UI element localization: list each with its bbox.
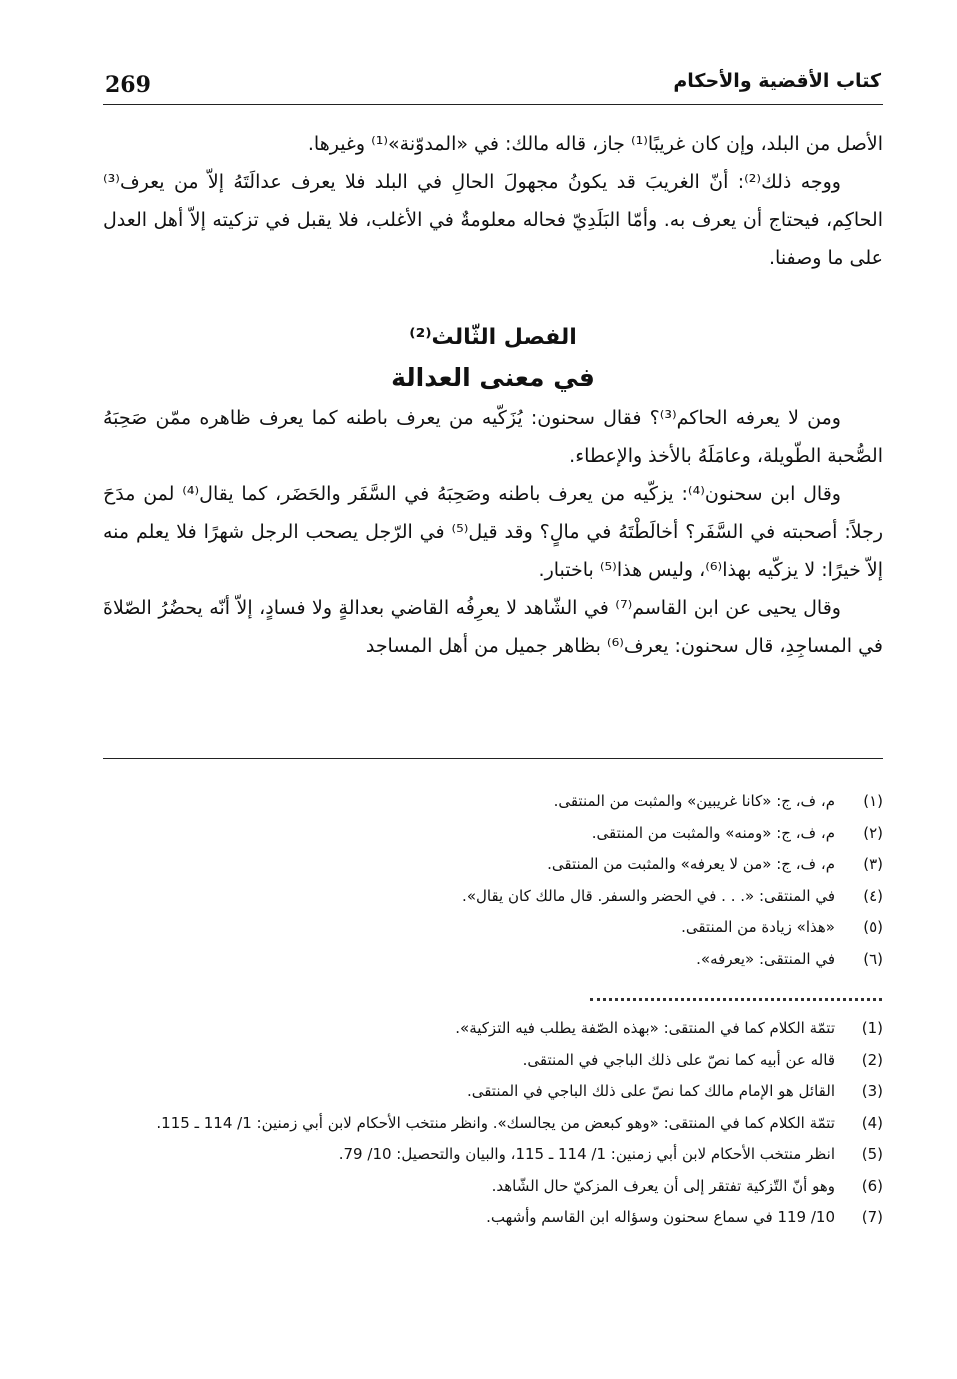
footnote-text: 10/ 119 في سماع سحنون وسؤاله ابن القاسم وأشهب. (486, 1208, 835, 1226)
footnote-number: (1) (861, 1019, 883, 1037)
dotted-footnote-divider (590, 998, 882, 1001)
footnote-number: (٥) (863, 918, 883, 936)
footnote-number: (7) (861, 1208, 883, 1226)
chapter-title: الفصل الثّالث⁽²⁾ (409, 325, 577, 350)
footnote-number: (٢) (863, 823, 883, 842)
footnote-number: (٤) (863, 886, 883, 905)
running-title: كتاب الأقضية والأحكام (673, 70, 881, 92)
paragraph-4: وقال ابن سحنون⁽⁴⁾: يزكّيه من يعرف باطنه وصَحِبَهُ في السَّفَر والحَضَر، كما يقال⁽⁴⁾ لمن مدَحَ رجلاً: أصحبته في السَّفَر؟ أخالَطْتَهُ في مالٍ؟ وقد قيل⁽⁵⁾ في الرّجل يصحب الرجل شهرًا فلا يعلم منه إلاّ خيرًا: لا يزكّيه بهذا⁽⁶⁾، وليس هذا⁽⁵⁾ باختبار. (103, 483, 883, 581)
footnote-text: م، ف، ج: «كانا غريبين» والمثبت من المنتقى. (553, 792, 835, 810)
footnote-number: (4) (861, 1113, 883, 1132)
footnote-item (103, 1076, 883, 1108)
footnote-text: تتمّة الكلام كما في المنتقى: «وهو كبعض من يجالسك». وانظر منتخب الأحكام لابن أبي زمنين: 1/ 114 ـ 115. (156, 1113, 835, 1132)
footnote-item (103, 912, 883, 944)
footnote-number: (5) (861, 1145, 883, 1163)
footnote-item (103, 1108, 883, 1140)
footnote-text: م، ف، ج: «من لا يعرفه» والمثبت من المنتقى. (547, 855, 835, 873)
footnote-text: انظر منتخب الأحكام لابن أبي زمنين: 1/ 114 ـ 115، والبيان والتحصيل: 10/ 79. (338, 1145, 835, 1163)
commentary-footnotes (103, 1013, 883, 1234)
footnote-number: (2) (861, 1050, 883, 1069)
footnote-item (103, 818, 883, 850)
paragraph-5: وقال يحيى عن ابن القاسم⁽⁷⁾ في الشّاهد لا يعرِفُه القاضي بعدالةٍ ولا فسادٍ، إلاّ أنّه يحضُرُ الصّلاةَ في المساجِدِ، قال سحنون: يعرف⁽⁶⁾ بظاهر جميل من أهل المساجد (103, 597, 883, 657)
footnote-text: «هذا» زيادة من المنتقى. (681, 918, 835, 936)
footnote-item (103, 849, 883, 881)
footnote-item (103, 944, 883, 976)
paragraph-2: ووجه ذلك⁽²⁾: أنّ الغريبَ قد يكونُ مجهولَ الحالِ في البلد فلا يعرف عدالَتَهُ إلاّ من يعرف⁽³⁾ الحاكِم، فيحتاج أن يعرف به. وأمّا البَلَدِيّ فحاله معلومةٌ في الأغلب، فلا يقبل في تزكيته إلاّ أهل العدل على ما وصفنا. (103, 171, 883, 269)
main-text (103, 125, 883, 665)
footnote-item (103, 1202, 883, 1234)
footnote-text: تتمّة الكلام كما في المنتقى: «بهذه الصّفة يطلب فيه التزكية». (455, 1019, 835, 1037)
paragraph-3: ومن لا يعرفه الحاكم⁽³⁾؟ فقال سحنون: يُزَكّيه من يعرف باطنه كما يعرف ظاهره ممّن صَحِبَهُ الصُّحبة الطّويلة، وعامَلَهُ بالأخذ والإعطاء. (103, 407, 883, 467)
footnote-divider (103, 758, 883, 759)
footnote-number: (١) (863, 792, 883, 810)
footnote-text: م، ف، ج: «ومنه» والمثبت من المنتقى. (591, 823, 835, 842)
footnote-item (103, 1045, 883, 1077)
footnote-number: (٣) (863, 855, 883, 873)
footnote-text: في المنتقى: «. . . في الحضر والسفر. قال مالك كان يقال». (462, 886, 835, 905)
page-header (103, 62, 883, 105)
footnote-number: (٦) (863, 949, 883, 968)
footnote-text: قاله عن أبيه كما نصّ على ذلك الباجي في المنتقى. (522, 1050, 835, 1069)
footnote-item (103, 786, 883, 818)
paragraph-1: الأصل من البلد، وإن كان غريبًا⁽¹⁾ جاز، قاله مالك: في «المدوّنة»⁽¹⁾ وغيرها. (307, 133, 883, 155)
footnote-item (103, 1171, 883, 1203)
footnote-number: (3) (861, 1082, 883, 1100)
footnote-text: وهو أنّ التّزكية تفتقر إلى أن يعرف المزكيّ حال الشّاهد. (491, 1176, 835, 1195)
page-number: 269 (105, 72, 151, 98)
editor-footnotes (103, 786, 883, 975)
footnote-item (103, 881, 883, 913)
section-spacer (103, 277, 883, 315)
footnote-item (103, 1013, 883, 1045)
footnote-number: (6) (861, 1176, 883, 1195)
footnote-item (103, 1139, 883, 1171)
footnote-text: في المنتقى: «يعرفه». (696, 949, 835, 968)
footnote-text: القائل هو الإمام مالك كما نصّ على ذلك الباجي في المنتقى. (466, 1082, 835, 1100)
chapter-subtitle: في معنى العدالة (391, 363, 595, 392)
